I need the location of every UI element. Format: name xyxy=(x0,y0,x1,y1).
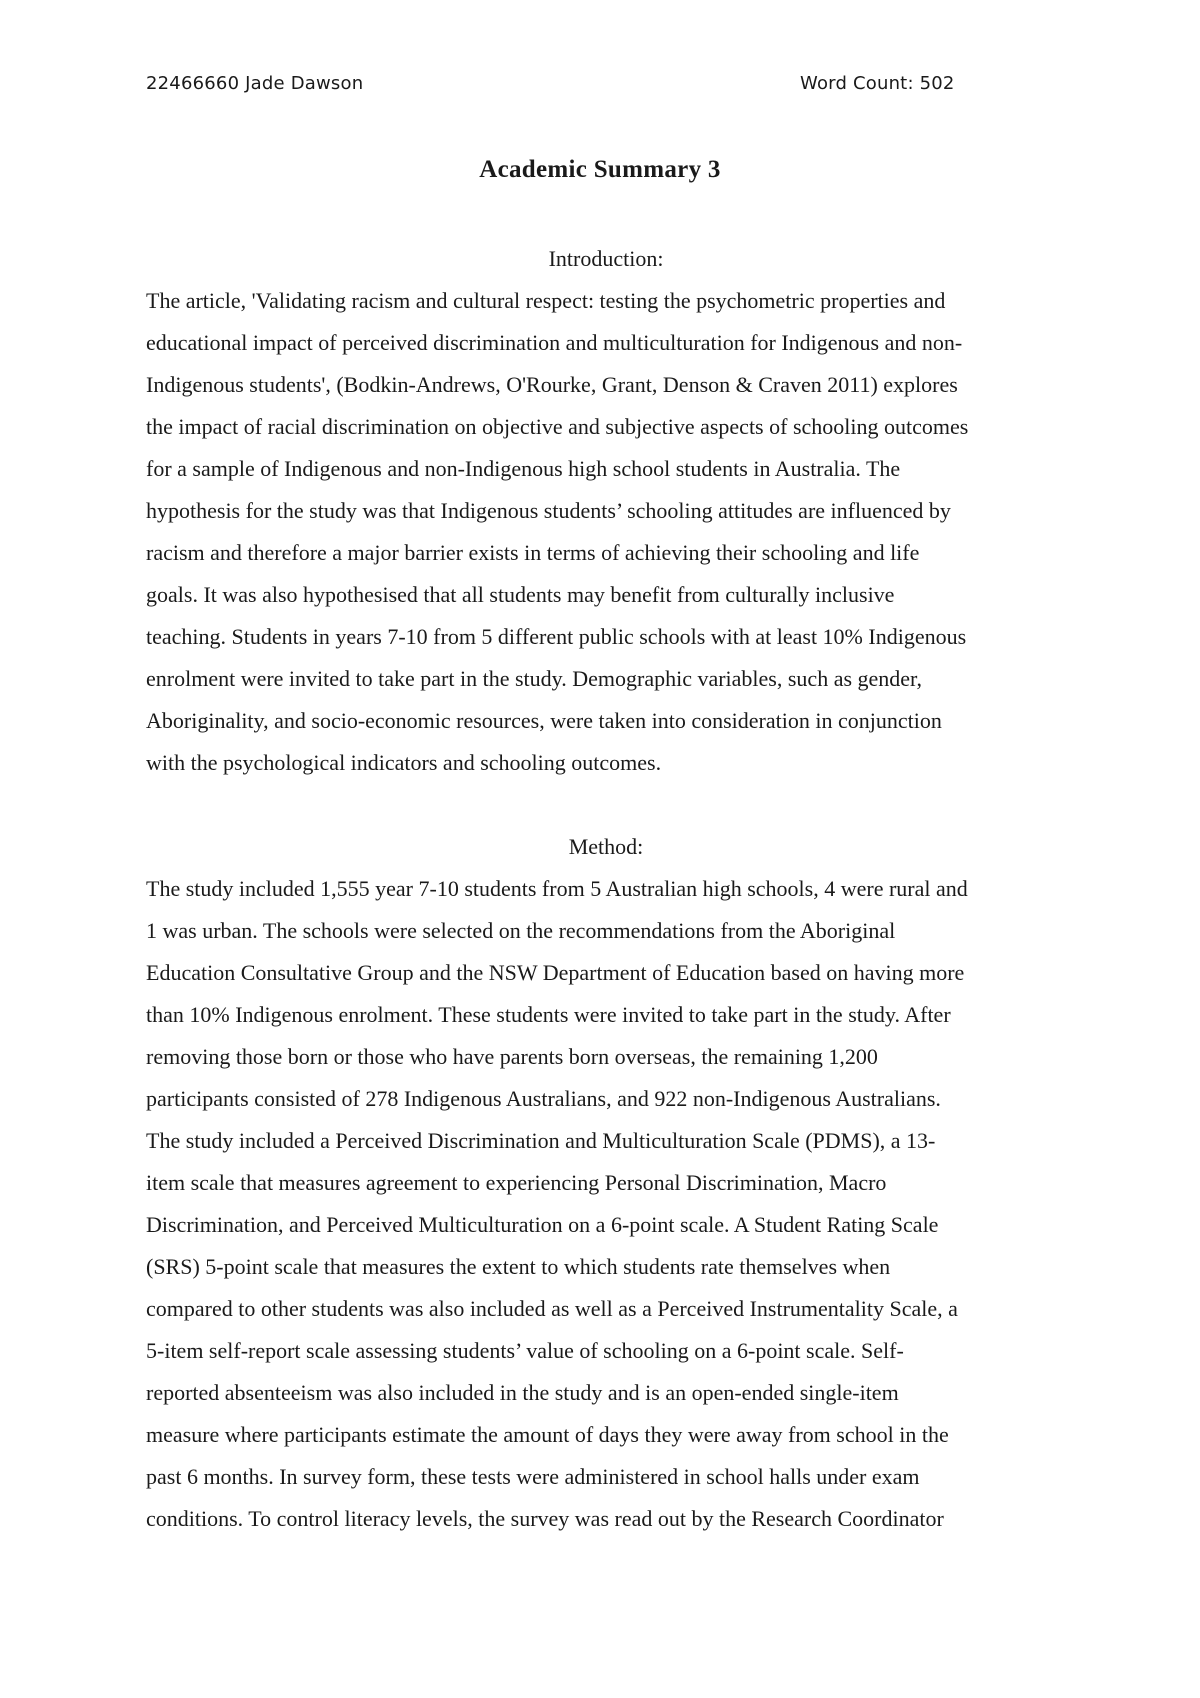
method-line: reported absenteeism was also included in the study and is an open-ended single-item xyxy=(146,1380,899,1405)
introduction-line: racism and therefore a major barrier exists in terms of achieving their schooling and life xyxy=(146,540,920,565)
introduction-paragraph xyxy=(146,280,1066,784)
method-line: than 10% Indigenous enrolment. These students were invited to take part in the study. After xyxy=(146,1002,951,1027)
method-line: participants consisted of 278 Indigenous Australians, and 922 non-Indigenous Australians. xyxy=(146,1086,941,1111)
method-line: Discrimination, and Perceived Multiculturation on a 6-point scale. A Student Rating Scale xyxy=(146,1212,939,1237)
method-heading: Method: xyxy=(568,834,644,859)
introduction-line: The article, 'Validating racism and cultural respect: testing the psychometric properties and xyxy=(146,288,946,313)
method-paragraph xyxy=(146,868,1066,1540)
student-id-name: 22466660 Jade Dawson xyxy=(146,73,364,94)
document-title: Academic Summary 3 xyxy=(479,156,721,183)
method-line: item scale that measures agreement to experiencing Personal Discrimination, Macro xyxy=(146,1170,887,1195)
method-section xyxy=(146,826,1066,1540)
introduction-section xyxy=(146,238,1066,784)
method-line: compared to other students was also included as well as a Perceived Instrumentality Scale, a xyxy=(146,1296,958,1321)
method-line: 5-item self-report scale assessing students’ value of schooling on a 6-point scale. Self- xyxy=(146,1338,904,1363)
introduction-line: hypothesis for the study was that Indigenous students’ schooling attitudes are influenced by xyxy=(146,498,951,523)
introduction-line: goals. It was also hypothesised that all students may benefit from culturally inclusive xyxy=(146,582,895,607)
introduction-line: with the psychological indicators and schooling outcomes. xyxy=(146,750,662,775)
introduction-line: educational impact of perceived discrimination and multiculturation for Indigenous and non- xyxy=(146,330,963,355)
method-line: 1 was urban. The schools were selected on the recommendations from the Aboriginal xyxy=(146,918,896,943)
introduction-line: enrolment were invited to take part in the study. Demographic variables, such as gender, xyxy=(146,666,922,691)
method-line: The study included a Perceived Discrimination and Multiculturation Scale (PDMS), a 13- xyxy=(146,1128,936,1153)
introduction-line: teaching. Students in years 7-10 from 5 different public schools with at least 10% Indigenous xyxy=(146,624,967,649)
word-count: Word Count: 502 xyxy=(800,73,955,94)
method-line: Education Consultative Group and the NSW Department of Education based on having more xyxy=(146,960,965,985)
introduction-heading: Introduction: xyxy=(548,246,664,271)
introduction-line: the impact of racial discrimination on objective and subjective aspects of schooling outcomes xyxy=(146,414,969,439)
introduction-line: Indigenous students', (Bodkin-Andrews, O'Rourke, Grant, Denson & Craven 2011) explores xyxy=(146,372,958,397)
method-line: measure where participants estimate the amount of days they were away from school in the xyxy=(146,1422,949,1447)
method-line: past 6 months. In survey form, these tests were administered in school halls under exam xyxy=(146,1464,920,1489)
method-line: The study included 1,555 year 7-10 students from 5 Australian high schools, 4 were rural and xyxy=(146,876,968,901)
method-line: removing those born or those who have parents born overseas, the remaining 1,200 xyxy=(146,1044,878,1069)
introduction-line: for a sample of Indigenous and non-Indigenous high school students in Australia. The xyxy=(146,456,901,481)
method-line: (SRS) 5-point scale that measures the extent to which students rate themselves when xyxy=(146,1254,891,1279)
introduction-line: Aboriginality, and socio-economic resources, were taken into consideration in conjunction xyxy=(146,708,942,733)
method-line: conditions. To control literacy levels, the survey was read out by the Research Coordinator xyxy=(146,1506,944,1531)
